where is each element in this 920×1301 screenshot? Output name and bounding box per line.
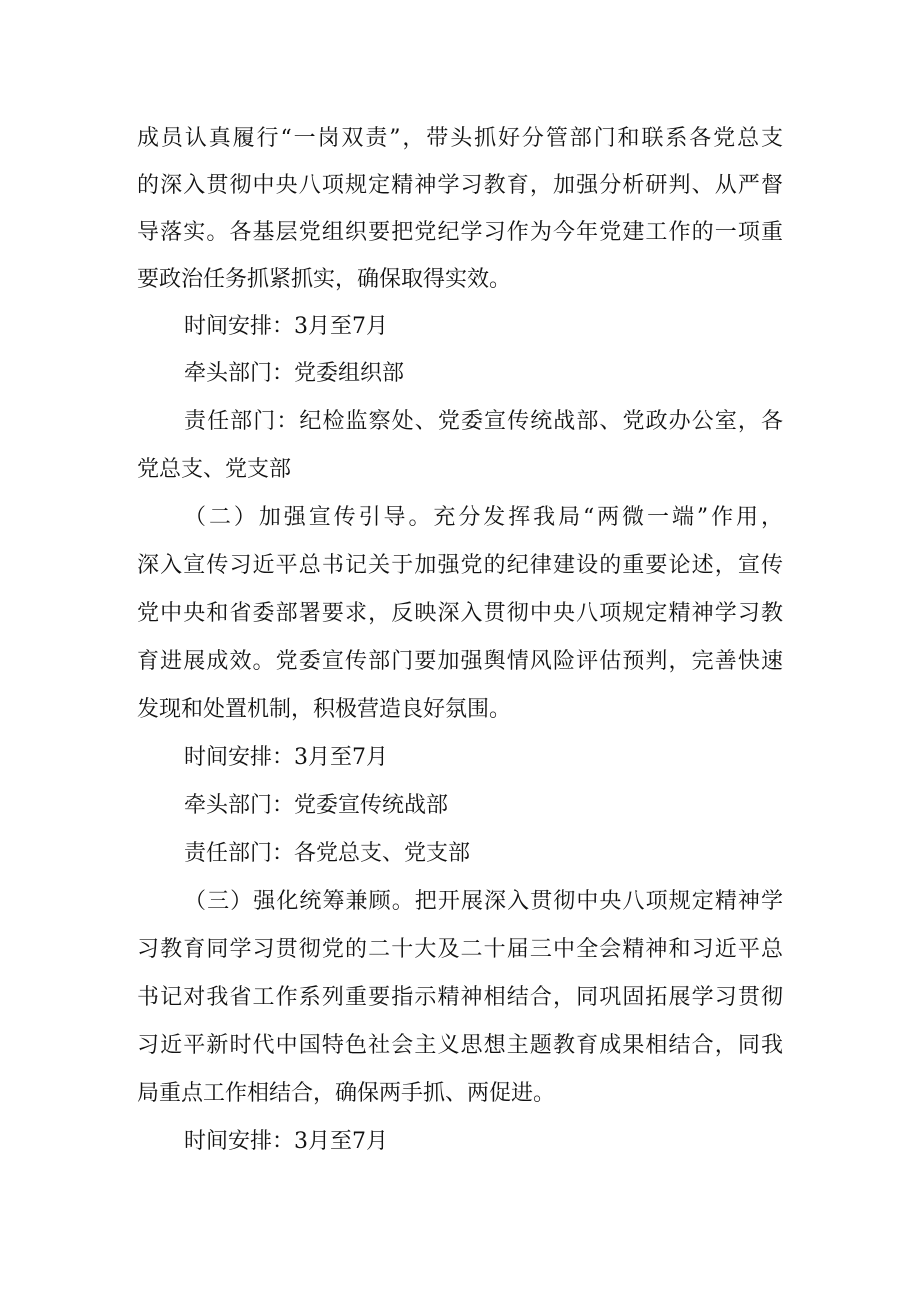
- lead-department-line: 牵头部门：党委组织部: [184, 361, 405, 386]
- paragraph-line: 局重点工作相结合，确保两手抓、两促进。: [137, 1081, 556, 1106]
- time-arrangement-line: 时间安排：3月至7月: [184, 314, 388, 339]
- responsible-department-line: 党总支、党支部: [137, 457, 292, 482]
- responsible-department-line: 责任部门：纪检监察处、党委宣传统战部、党政办公室，各: [184, 409, 783, 434]
- lead-department-line: 牵头部门：党委宣传统战部: [184, 793, 449, 818]
- paragraph-line: 要政治任务抓紧抓实，确保取得实效。: [137, 267, 512, 292]
- paragraph-line: 导落实。各基层党组织要把党纪学习作为今年党建工作的一项重: [137, 220, 783, 245]
- section-heading-line: （二）加强宣传引导。充分发挥我局“两微一端”作用，: [184, 505, 783, 530]
- paragraph-line: 习教育同学习贯彻党的二十大及二十届三中全会精神和习近平总: [137, 937, 783, 962]
- paragraph-line: 深入宣传习近平总书记关于加强党的纪律建设的重要论述，宣传: [137, 553, 783, 578]
- paragraph-line: 育进展成效。党委宣传部门要加强舆情风险评估预判，完善快速: [137, 649, 783, 674]
- responsible-department-line: 责任部门：各党总支、党支部: [184, 841, 471, 866]
- time-arrangement-line: 时间安排：3月至7月: [184, 745, 388, 770]
- paragraph-line: 成员认真履行“一岗双责”，带头抓好分管部门和联系各党总支: [137, 126, 783, 151]
- paragraph-line: 党中央和省委部署要求，反映深入贯彻中央八项规定精神学习教: [137, 601, 783, 626]
- paragraph-line: 发现和处置机制，积极营造良好氛围。: [137, 697, 512, 722]
- paragraph-line: 书记对我省工作系列重要指示精神相结合，同巩固拓展学习贯彻: [137, 985, 783, 1010]
- section-heading-line: （三）强化统筹兼顾。把开展深入贯彻中央八项规定精神学: [184, 889, 783, 914]
- paragraph-line: 的深入贯彻中央八项规定精神学习教育，加强分析研判、从严督: [137, 173, 783, 198]
- time-arrangement-line: 时间安排：3月至7月: [184, 1129, 388, 1154]
- paragraph-line: 习近平新时代中国特色社会主义思想主题教育成果相结合，同我: [137, 1033, 783, 1058]
